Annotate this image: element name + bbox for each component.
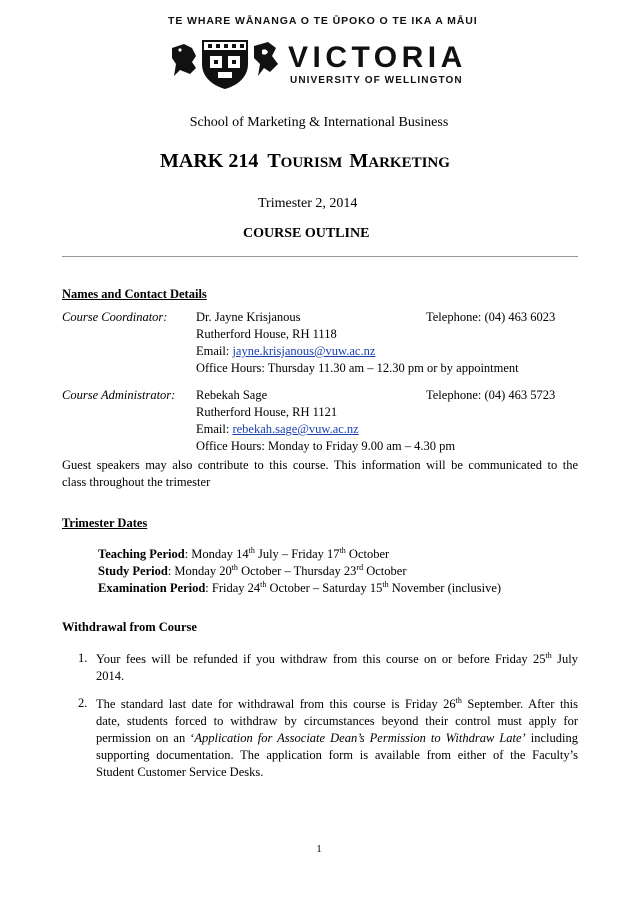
exam-period-start: : Friday 24	[205, 581, 261, 595]
withdrawal-item2-number: 2.	[78, 696, 88, 710]
withdrawal-item1-text-end: July	[551, 652, 578, 666]
coordinator-role: Course Coordinator:	[62, 310, 168, 324]
exam-period-month: November (inclusive)	[388, 581, 502, 595]
coordinator-email-line	[196, 343, 375, 360]
administrator-email-link[interactable]: rebekah.sage@vuw.ac.nz	[232, 422, 359, 436]
withdrawal-item2-line3-start: permission on an ‘	[96, 731, 195, 745]
coordinator-email-label: Email:	[196, 344, 233, 358]
teaching-period	[98, 546, 389, 563]
coordinator-email-link[interactable]: jayne.krisjanous@vuw.ac.nz	[232, 344, 376, 358]
teaching-sup1: th	[248, 545, 255, 555]
study-period-label: Study Period	[98, 564, 168, 578]
withdrawal-item1-line1	[96, 651, 578, 668]
teaching-period-label: Teaching Period	[98, 547, 185, 561]
examination-period	[98, 580, 501, 597]
coordinator-office-hours: Office Hours: Thursday 11.30 am – 12.30 pm or by appointment	[196, 361, 519, 375]
course-title-word2-initial: M	[349, 150, 369, 172]
university-crest-logo	[170, 34, 280, 90]
withdrawal-item2-line5: Student Customer Service Desks.	[96, 765, 264, 779]
study-period-start: : Monday 20	[167, 564, 232, 578]
teaching-period-start: : Monday 14	[184, 547, 249, 561]
study-period-end: October – Thursday 23	[237, 564, 357, 578]
examination-period-label: Examination Period	[98, 581, 206, 595]
withdrawal-item2-line2: date, students forced to withdraw by circumstances beyond their control must apply for	[96, 714, 578, 728]
withdrawal-item2-line1	[96, 696, 578, 713]
withdrawal-item1-sup: th	[545, 650, 552, 660]
administrator-office: Rutherford House, RH 1121	[196, 405, 338, 419]
withdrawal-item1-number: 1.	[78, 651, 88, 665]
university-subtitle: UNIVERSITY OF WELLINGTON	[290, 75, 463, 86]
exam-sup1: th	[260, 579, 267, 589]
study-period	[98, 563, 407, 580]
horizontal-divider	[62, 256, 578, 257]
exam-period-end: October – Saturday 15	[266, 581, 383, 595]
administrator-name: Rebekah Sage	[196, 388, 268, 402]
withdrawal-item1-line2: 2014.	[96, 669, 125, 683]
page-number: 1	[316, 843, 322, 855]
teaching-period-month: October	[345, 547, 390, 561]
university-name: VICTORIA	[288, 41, 467, 74]
teaching-sup2: th	[339, 545, 346, 555]
administrator-role: Course Administrator:	[62, 388, 176, 402]
study-sup2: rd	[356, 562, 364, 572]
course-outline-heading: COURSE OUTLINE	[243, 226, 370, 241]
course-title-word2-rest: ARKETING	[368, 155, 450, 171]
withdrawal-item2-line4: supporting documentation. The application form is available from either of the Faculty’s	[96, 748, 578, 762]
course-code: MARK 214	[160, 150, 259, 172]
study-sup1: th	[231, 562, 238, 572]
exam-sup2: th	[382, 579, 389, 589]
coordinator-name: Dr. Jayne Krisjanous	[196, 310, 301, 324]
guest-speakers-line1: Guest speakers may also contribute to this course. This information will be communicated to the	[62, 458, 578, 472]
contacts-heading: Names and Contact Details	[62, 287, 207, 301]
course-title	[160, 150, 450, 173]
course-title-word1-initial: T	[267, 150, 281, 172]
withdrawal-item2-line3	[96, 730, 578, 747]
administrator-office-hours: Office Hours: Monday to Friday 9.00 am – 4.30 pm	[196, 439, 456, 453]
withdrawal-application-form-name: Application for Associate Dean’s Permission to Withdraw Late’	[194, 731, 526, 745]
administrator-telephone: Telephone: (04) 463 5723	[426, 388, 556, 402]
guest-speakers-line2: class throughout the trimester	[62, 475, 211, 489]
trimester-dates-heading: Trimester Dates	[62, 516, 148, 530]
administrator-email-line	[196, 421, 359, 438]
coordinator-telephone: Telephone: (04) 463 6023	[426, 310, 556, 324]
course-title-word1-rest: OURISM	[280, 155, 343, 171]
withdrawal-item2-text-end: September. After this	[461, 697, 579, 711]
study-period-month: October	[363, 564, 407, 578]
withdrawal-item2-text: The standard last date for withdrawal from this course is Friday 26	[96, 697, 456, 711]
withdrawal-item1-text: Your fees will be refunded if you withdraw from this course on or before Friday 25	[96, 652, 546, 666]
university-motto: TE WHARE WĀNANGA O TE ŪPOKO O TE IKA A MĀUI	[168, 15, 478, 27]
school-name: School of Marketing & International Business	[189, 115, 449, 130]
coordinator-office: Rutherford House, RH 1118	[196, 327, 337, 341]
administrator-email-label: Email:	[196, 422, 233, 436]
trimester: Trimester 2, 2014	[258, 196, 358, 211]
withdrawal-item2-sup: th	[455, 695, 462, 705]
teaching-period-end: July – Friday 17	[254, 547, 340, 561]
withdrawal-heading: Withdrawal from Course	[62, 620, 197, 634]
withdrawal-item2-line3-end: including	[525, 731, 578, 745]
